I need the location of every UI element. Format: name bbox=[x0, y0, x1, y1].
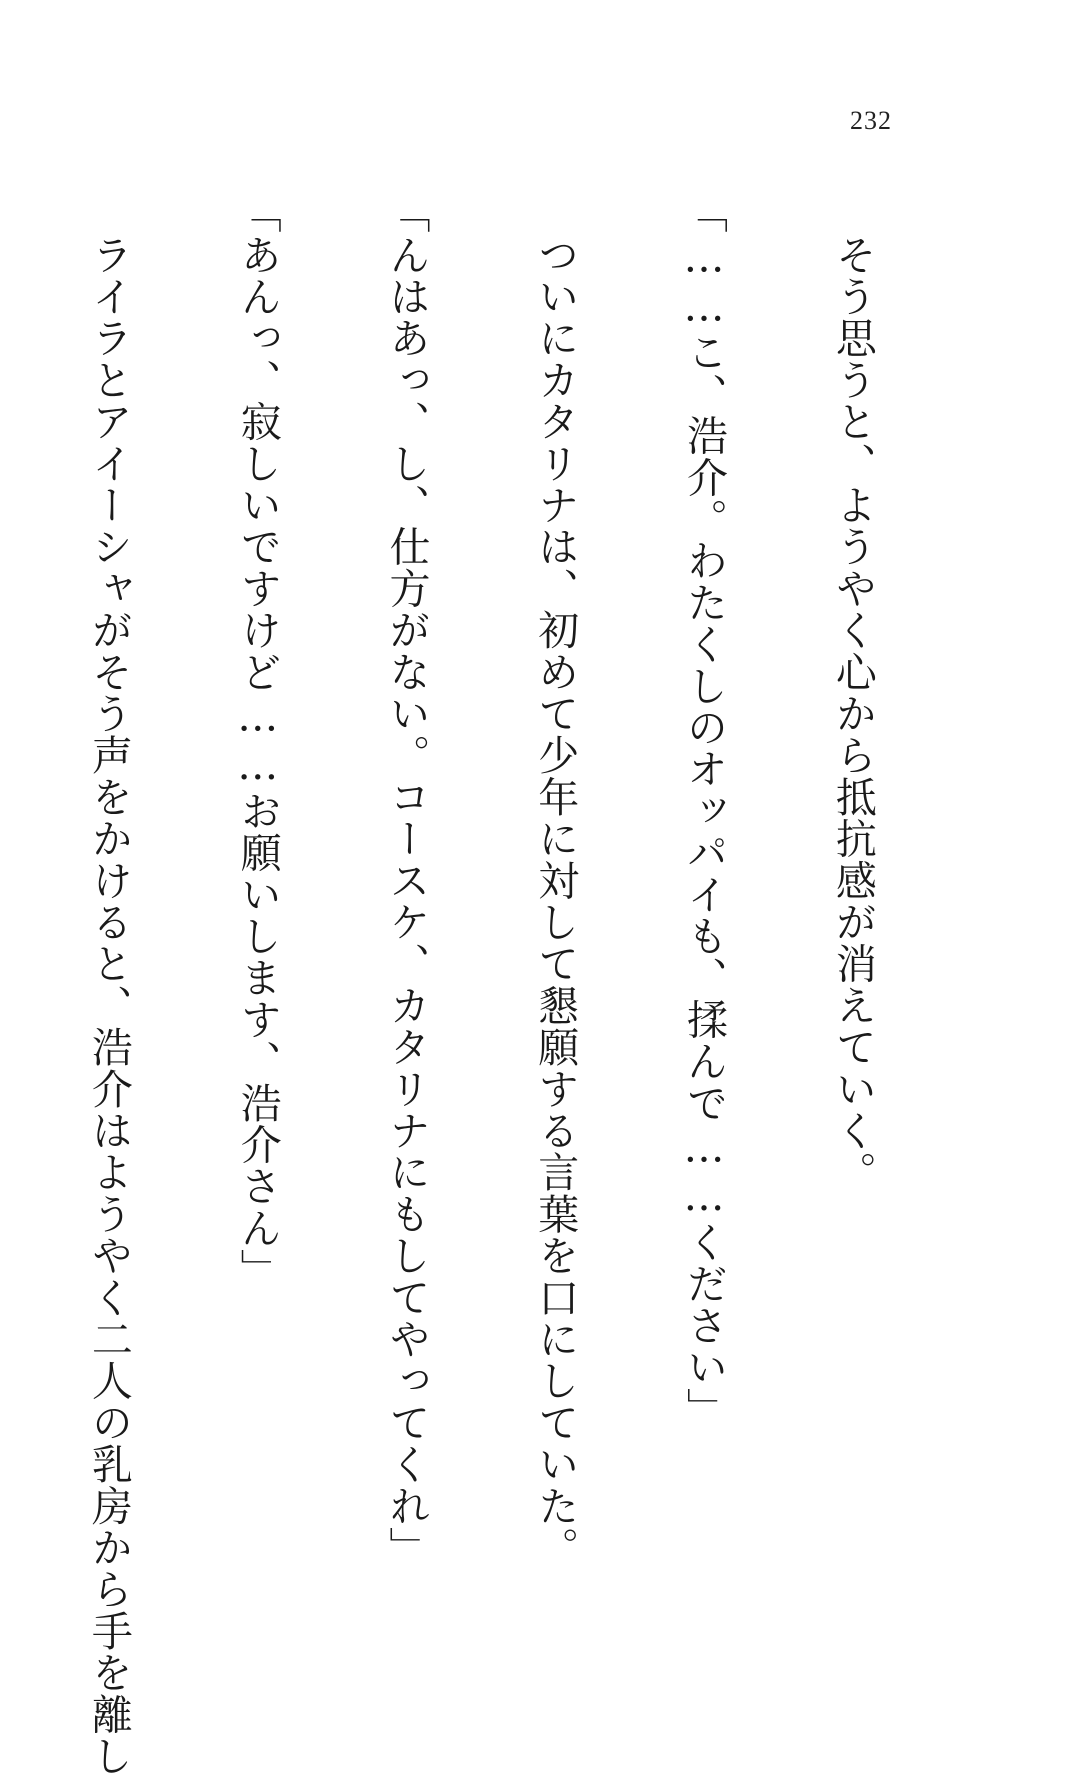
text-line: 「んはあっ、し、仕方がない。コースケ、カタリナにもしてやってくれ」 bbox=[382, 192, 431, 1569]
text-line: ついにカタリナは、初めて少年に対して懇願する言葉を口にしていた。 bbox=[531, 192, 580, 1569]
text-line: 「……こ、浩介。わたくしのオッパイも、揉んで……ください」 bbox=[680, 192, 729, 1430]
text-line: そう思うと、ようやく心から抵抗感が消えていく。 bbox=[828, 192, 877, 1193]
vertical-text-body bbox=[84, 192, 976, 1777]
page-number: 232 bbox=[850, 106, 892, 135]
text-line: ライラとアイーシャがそう声をかけると、浩介はようやく二人の乳房から手を離し bbox=[84, 192, 133, 1777]
text-line: 「あんっ、寂しいですけど……お願いします、浩介さん」 bbox=[233, 192, 282, 1291]
